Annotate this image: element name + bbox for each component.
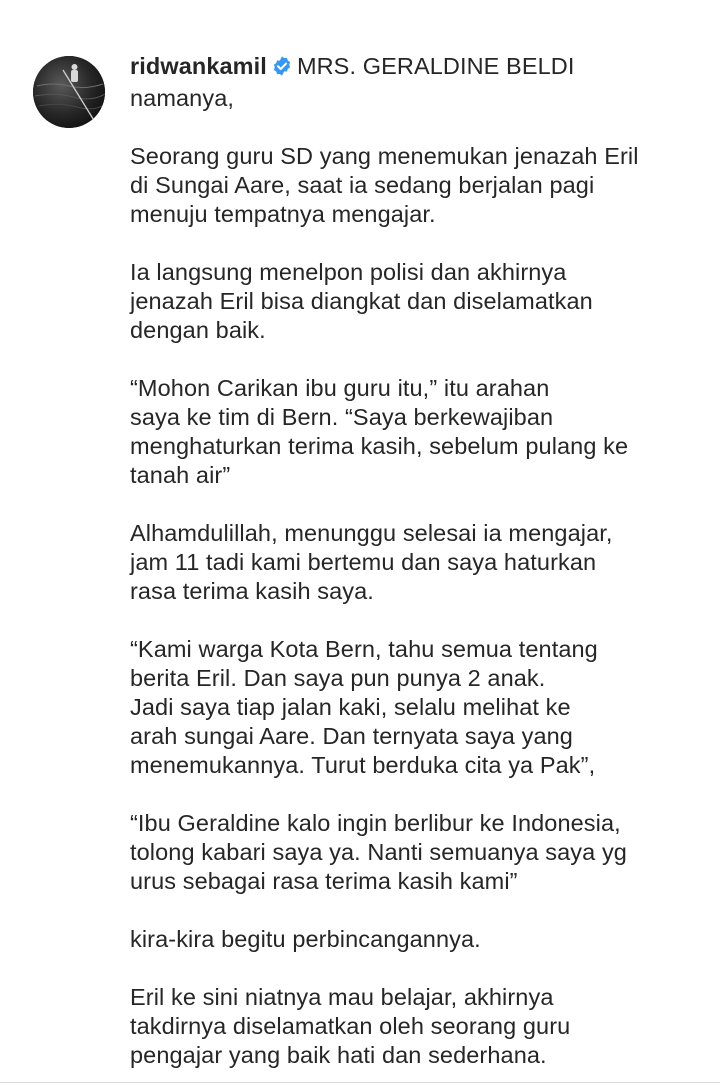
avatar-photo: [33, 56, 105, 128]
caption-paragraph-6: “Ibu Geraldine kalo ingin berlibur ke Indonesia, tolong kabari saya ya. Nanti semuanya saya yg urus sebagai rasa terima kasih kami”: [130, 810, 627, 894]
caption-paragraph-2: Ia langsung menelpon polisi dan akhirnya jenazah Eril bisa diangkat dan diselamatkan dengan baik.: [130, 259, 593, 343]
caption-paragraph-3: “Mohon Carikan ibu guru itu,” itu arahan saya ke tim di Bern. “Saya berkewajiban menghaturkan terima kasih, sebelum pulang ke tanah air”: [130, 375, 629, 488]
caption-paragraph-4: Alhamdulillah, menunggu selesai ia mengajar, jam 11 tadi kami bertemu dan saya haturkan rasa terima kasih saya.: [130, 520, 613, 604]
caption-paragraph-7: kira-kira begitu perbincangannya.: [130, 926, 481, 952]
verified-badge-icon: [271, 55, 293, 84]
caption-header: [130, 52, 700, 84]
caption-paragraph-8: Eril ke sini niatnya mau belajar, akhirnya takdirnya diselamatkan oleh seorang guru pengajar yang baik hati dan sederhana.: [130, 984, 571, 1068]
divider: [0, 1082, 720, 1083]
username-link[interactable]: ridwankamil: [130, 53, 267, 79]
caption-header-text: MRS. GERALDINE BELDI: [296, 53, 575, 79]
caption-paragraph-1: Seorang guru SD yang menemukan jenazah Eril di Sungai Aare, saat ia sedang berjalan pagi menuju tempatnya mengajar.: [130, 143, 639, 227]
caption-paragraph-5: “Kami warga Kota Bern, tahu semua tentang berita Eril. Dan saya pun punya 2 anak. Jadi saya tiap jalan kaki, selalu melihat ke arah sungai Aare. Dan ternyata saya yang menemukannya. Turut berduka cita ya Pak”,: [130, 636, 598, 778]
caption-header-continuation: namanya,: [130, 85, 235, 111]
profile-avatar[interactable]: [33, 56, 105, 128]
post-caption: [130, 52, 700, 1070]
